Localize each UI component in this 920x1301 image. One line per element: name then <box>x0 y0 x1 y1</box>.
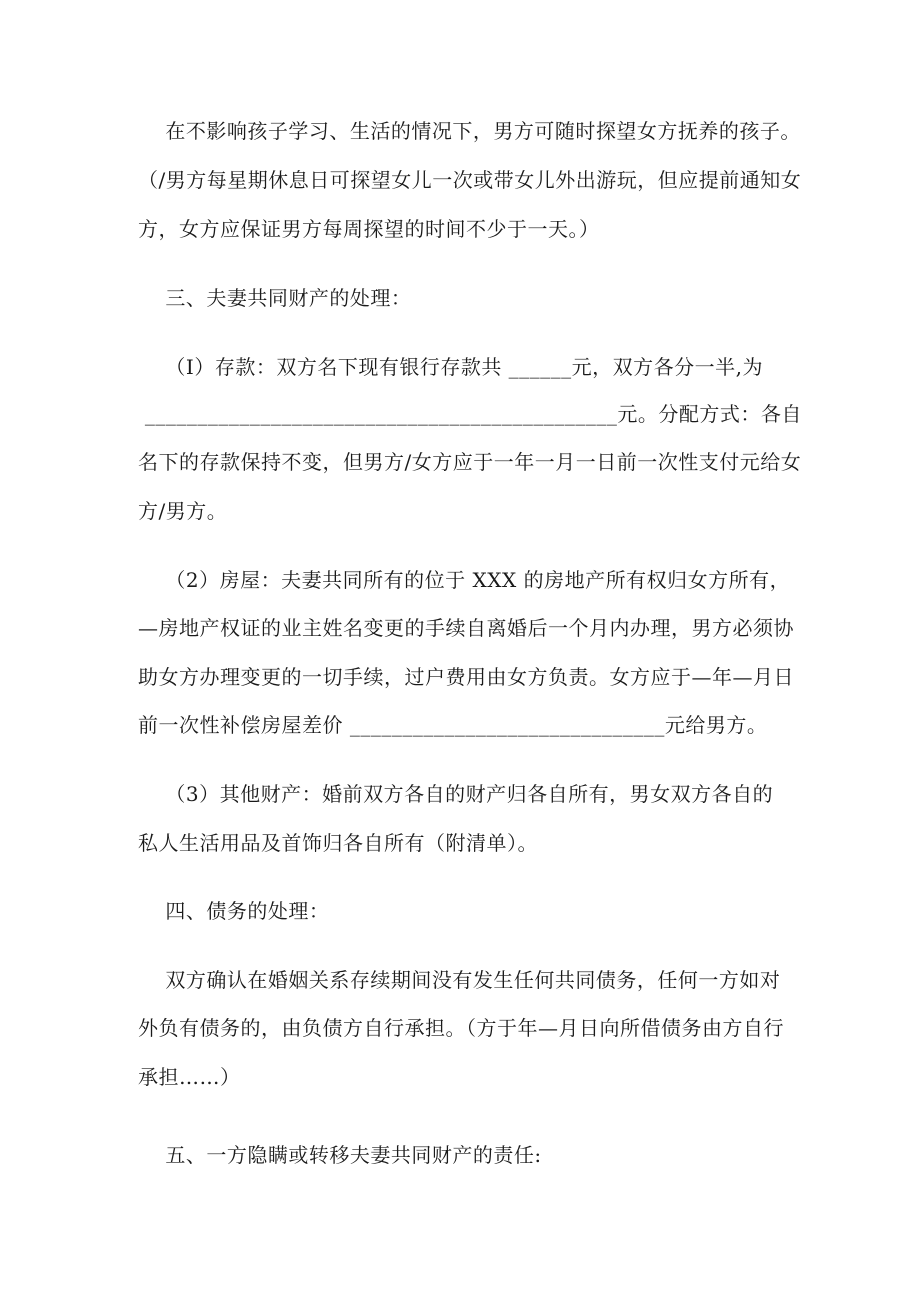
text-line: 私人生活用品及首饰归各自所有（附清单）。 <box>138 831 538 855</box>
text-line: （I）存款：双方名下现有银行存款共 ______元，双方各分一半,为 <box>138 355 764 379</box>
text-line: 在不影响孩子学习、生活的情况下，男方可随时探望女方抚养的孩子。 <box>138 119 801 143</box>
section-heading-5: 五、一方隐瞒或转移夫妻共同财产的责任: <box>138 1143 542 1167</box>
text-line: （3）其他财产：婚前双方各自的财产归各自所有，男女双方各自的 <box>138 782 774 806</box>
text-line: 外负有债务的，由负债方自行承担。（方于年—月日向所借债务由方自行 <box>138 1016 784 1040</box>
text-line: 承担……） <box>138 1065 241 1089</box>
text-line: 方，女方应保证男方每周探望的时间不少于一天。） <box>138 217 600 241</box>
text-line: 方/男方。 <box>138 499 228 523</box>
text-line: —房地产权证的业主姓名变更的手续自离婚后一个月内办理，男方必须协 <box>138 616 794 640</box>
section-heading-4: 四、债务的处理： <box>138 899 330 923</box>
text-line: _____________________________________________元。分配方式：各自 <box>138 402 802 426</box>
text-line: （/男方每星期休息日可探望女儿一次或带女儿外出游玩，但应提前通知女 <box>138 168 802 192</box>
section-heading-3: 三、夫妻共同财产的处理： <box>138 286 412 310</box>
text-line: 前一次性补偿房屋差价 ______________________________元给男方。 <box>138 713 768 737</box>
text-line: 名下的存款保持不变，但男方/女方应于一年一月一日前一次性支付元给女 <box>138 450 802 474</box>
text-line: 双方确认在婚姻关系存续期间没有发生任何共同债务，任何一方如对 <box>138 968 781 992</box>
text-line: 助女方办理变更的一切手续，过户费用由女方负责。女方应于—年—月日 <box>138 665 794 689</box>
text-line: （2）房屋：夫妻共同所有的位于 XXX 的房地产所有权归女方所有， <box>138 568 791 592</box>
